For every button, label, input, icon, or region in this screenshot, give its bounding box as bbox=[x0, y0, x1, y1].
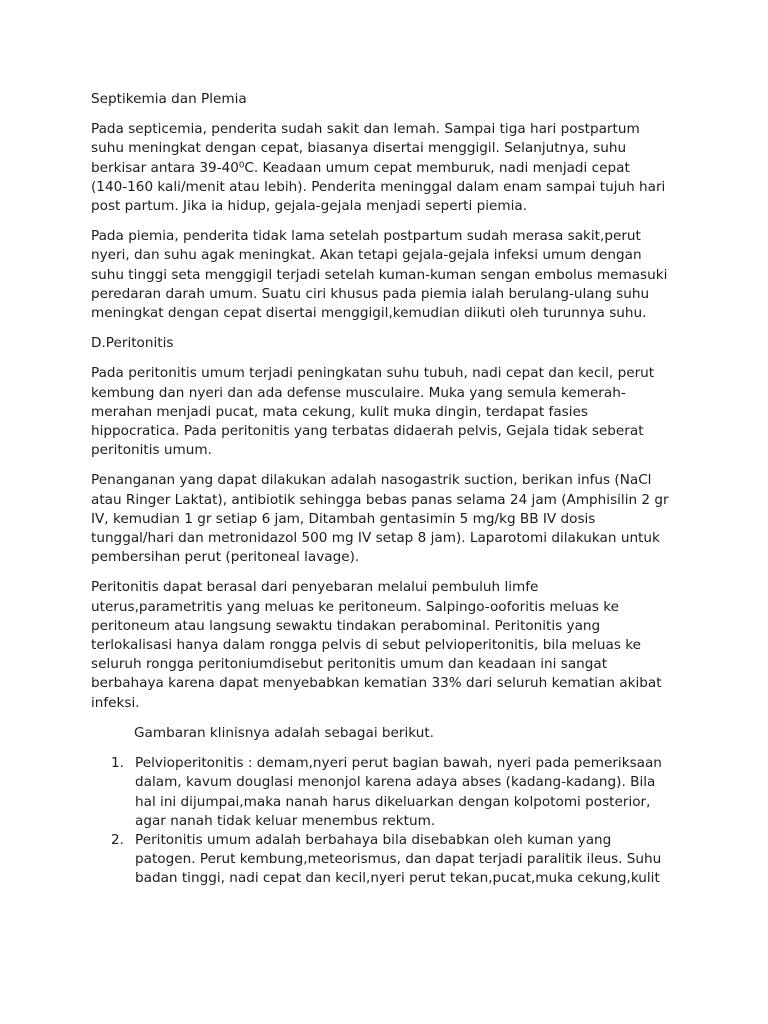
text-line: infeksi. bbox=[91, 694, 140, 711]
text-line: dalam, kavum douglasi menonjol karena adaya abses (kadang-kadang). Bila bbox=[135, 774, 656, 791]
text-line: peredaran darah umum. Suatu ciri khusus pada piemia ialah berulang-ulang suhu bbox=[91, 285, 650, 302]
paragraph-piemia bbox=[91, 227, 708, 323]
text-line: seluruh rongga peritoniumdisebut peritonitis umum dan keadaan ini sangat bbox=[91, 656, 608, 673]
text-line: peritonitis umum. bbox=[91, 442, 212, 459]
paragraph-origin bbox=[91, 578, 708, 712]
heading-septikemia bbox=[91, 90, 708, 109]
text-line: kembung dan nyeri dan ada defense musculaire. Muka yang semula kemerah- bbox=[91, 384, 626, 401]
paragraph-septicemia bbox=[91, 120, 708, 216]
text-line: Penanganan yang dapat dilakukan adalah nasogastrik suction, berikan infus (NaCl bbox=[91, 472, 652, 489]
text-line: berbahaya karena dapat menyebabkan kematian 33% dari seluruh kematian akibat bbox=[91, 675, 662, 692]
heading-text: Septikemia dan Plemia bbox=[91, 91, 247, 107]
text-line: terlokalisasi hanya dalam rongga pelvis di sebut pelvioperitonitis, bila meluas ke bbox=[91, 637, 642, 654]
text-line: badan tinggi, nadi cepat dan kecil,nyeri perut tekan,pucat,muka cekung,kulit bbox=[135, 870, 660, 887]
text-line: Peritonitis umum adalah berbahaya bila disebabkan oleh kuman yang bbox=[135, 831, 612, 848]
list-item bbox=[91, 754, 708, 831]
text-line: Pelvioperitonitis : demam,nyeri perut bagian bawah, nyeri pada pemeriksaan bbox=[135, 755, 662, 772]
text-line: hal ini dijumpai,maka nanah harus dikeluarkan dengan kolpotomi posterior, bbox=[135, 793, 651, 810]
heading-text: D.Peritonitis bbox=[91, 335, 174, 352]
text-line: berkisar antara 39-40⁰C. Keadaan umum cepat memburuk, nadi menjadi cepat bbox=[91, 159, 630, 176]
text-line: patogen. Perut kembung,meteorismus, dan dapat terjadi paralitik ileus. Suhu bbox=[135, 851, 662, 868]
text-line: suhu tinggi seta menggigil terjadi setelah kuman-kuman sengan embolus memasuki bbox=[91, 266, 668, 283]
text-line: peritoneum atau langsung sewaktu tindakan perabominal. Peritonitis yang bbox=[91, 617, 601, 634]
text-line: meningkat dengan cepat disertai menggigil,kemudian diikuti oleh turunnya suhu. bbox=[91, 305, 647, 322]
text-line: merahan menjadi pucat, mata cekung, kulit muka dingin, terdapat fasies bbox=[91, 403, 588, 420]
text-line: atau Ringer Laktat), antibiotik sehingga bebas panas selama 24 jam (Amphisilin 2 gr bbox=[91, 491, 669, 508]
text-line: hippocratica. Pada peritonitis yang terbatas didaerah pelvis, Gejala tidak seberat bbox=[91, 423, 644, 440]
text-line: agar nanah tidak keluar menembus rektum. bbox=[135, 812, 436, 829]
text-line: Pada peritonitis umum terjadi peningkatan suhu tubuh, nadi cepat dan kecil, perut bbox=[91, 365, 655, 382]
paragraph-peritonitis-symptoms bbox=[91, 364, 708, 460]
numbered-list bbox=[91, 754, 708, 888]
text-line: Gambaran klinisnya adalah sebagai berikut. bbox=[134, 724, 435, 741]
text-line: suhu meningkat dengan cepat, biasanya disertai menggigil. Selanjutnya, suhu bbox=[91, 140, 627, 157]
paragraph-treatment bbox=[91, 471, 708, 567]
text-line: Pada piemia, penderita tidak lama setelah postpartum sudah merasa sakit,perut bbox=[91, 228, 641, 245]
text-line: pembersihan perut (peritoneal lavage). bbox=[91, 549, 360, 566]
text-line: post partum. Jika ia hidup, gejala-gejala menjadi seperti piemia. bbox=[91, 198, 528, 215]
text-line: nyeri, dan suhu agak meningkat. Akan tetapi gejala-gejala infeksi umum dengan bbox=[91, 247, 642, 264]
text-line: Peritonitis dapat berasal dari penyebaran melalui pembuluh limfe bbox=[91, 579, 539, 596]
text-line: tunggal/hari dan metronidazol 500 mg IV setap 8 jam). Laparotomi dilakukan untuk bbox=[91, 530, 660, 547]
list-number: 2. bbox=[111, 831, 124, 848]
text-line: uterus,parametritis yang meluas ke peritoneum. Salpingo-ooforitis meluas ke bbox=[91, 598, 620, 615]
text-line: (140-160 kali/menit atau lebih). Penderita meninggal dalam enam sampai tujuh hari bbox=[91, 178, 666, 195]
text-line: IV, kemudian 1 gr setiap 6 jam, Ditambah gentasimin 5 mg/kg BB IV dosis bbox=[91, 510, 596, 527]
text-line: Pada septicemia, penderita sudah sakit dan lemah. Sampai tiga hari postpartum bbox=[91, 121, 640, 138]
list-intro bbox=[91, 724, 708, 743]
list-item bbox=[91, 831, 708, 889]
heading-peritonitis bbox=[91, 334, 708, 353]
list-number: 1. bbox=[111, 755, 124, 772]
